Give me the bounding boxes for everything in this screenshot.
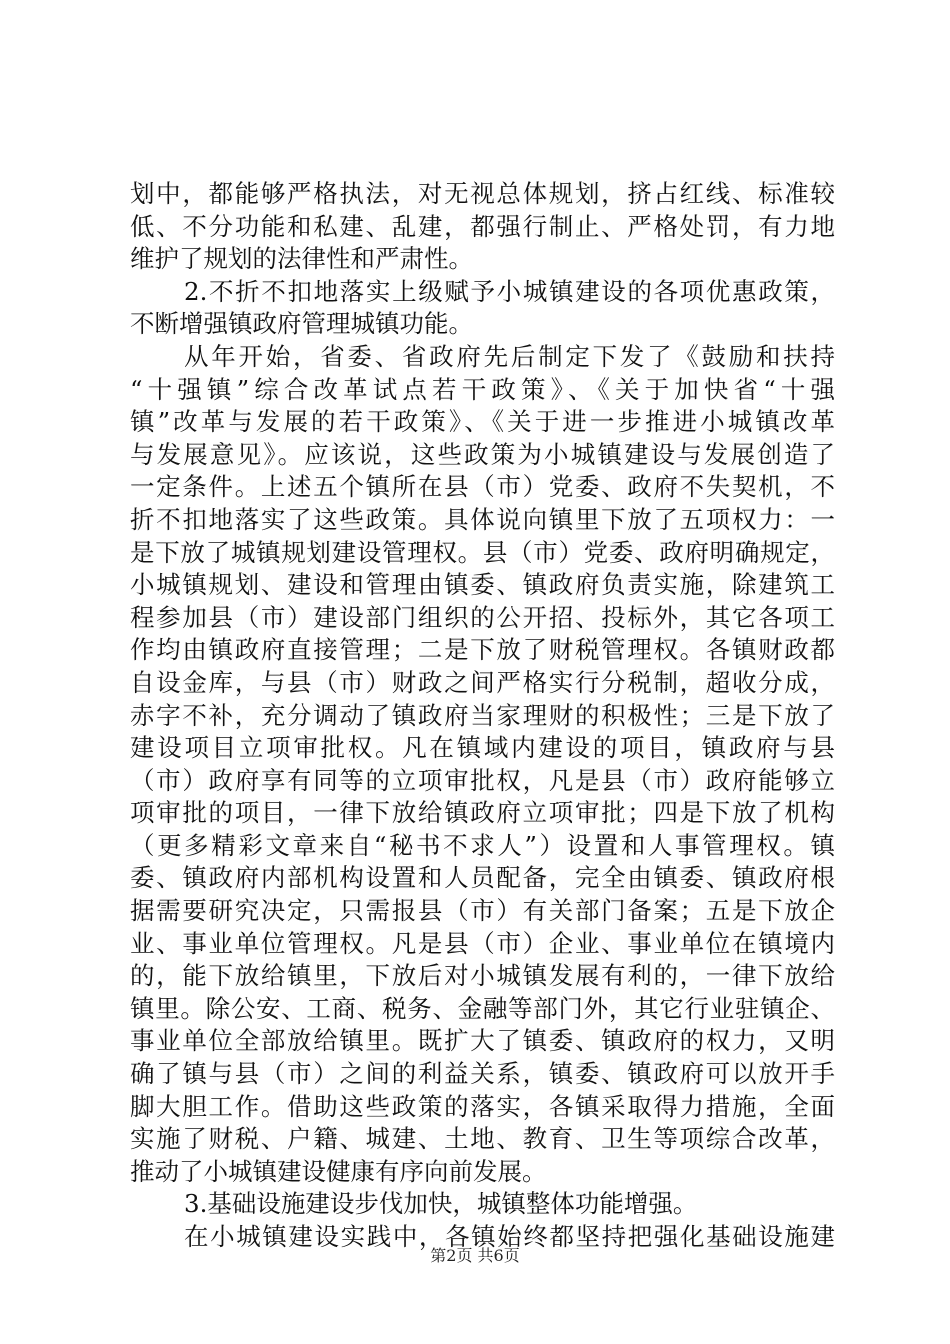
text-line: （更多精彩文章来自“秘书不求人”）设置和人事管理权。镇 [130, 830, 835, 860]
text-line: 程参加县（市）建设部门组织的公开招、投标外，其它各项工 [130, 602, 835, 632]
text-line: 折不扣地落实了这些政策。具体说向镇里下放了五项权力：一 [130, 504, 835, 534]
text-line: 项审批的项目，一律下放给镇政府立项审批；四是下放了机构 [130, 798, 835, 828]
text-line: 从年开始，省委、省政府先后制定下发了《鼓励和扶持 [184, 341, 835, 371]
text-line: 镇”改革与发展的若干政策》、《关于进一步推进小城镇改革 [130, 407, 835, 437]
section-heading: 不断增强镇政府管理城镇功能。 [130, 309, 473, 339]
text-line: 据需要研究决定，只需报县（市）有关部门备案；五是下放企 [130, 896, 835, 926]
text-line: 与发展意见》。应该说，这些政策为小城镇建设与发展创造了 [130, 439, 835, 469]
text-line: 在小城镇建设实践中，各镇始终都坚持把强化基础设施建 [184, 1222, 835, 1251]
text-line: 是下放了城镇规划建设管理权。县（市）党委、政府明确规定， [130, 537, 835, 567]
text-line: 事业单位全部放给镇里。既扩大了镇委、镇政府的权力，又明 [130, 1026, 835, 1056]
text-line: （市）政府享有同等的立项审批权，凡是县（市）政府能够立 [130, 765, 835, 795]
text-line: 脚大胆工作。借助这些政策的落实，各镇采取得力措施，全面 [130, 1091, 835, 1121]
text-line: 赤字不补，充分调动了镇政府当家理财的积极性；三是下放了 [130, 700, 835, 730]
text-line: “十强镇”综合改革试点若干政策》、《关于加快省“十强 [130, 374, 835, 404]
section-heading: 2.不折不扣地落实上级赋予小城镇建设的各项优惠政策， [184, 276, 835, 306]
text-line: 推动了小城镇建设健康有序向前发展。 [130, 1156, 547, 1186]
text-line: 自设金库，与县（市）财政之间严格实行分税制，超收分成， [130, 667, 835, 697]
text-line: 一定条件。上述五个镇所在县（市）党委、政府不失契机，不 [130, 472, 835, 502]
text-line: 实施了财税、户籍、城建、土地、教育、卫生等项综合改革， [130, 1124, 835, 1154]
text-line: 小城镇规划、建设和管理由镇委、镇政府负责实施，除建筑工 [130, 570, 835, 600]
text-line: 作均由镇政府直接管理；二是下放了财税管理权。各镇财政都 [130, 635, 835, 665]
document-body [130, 178, 835, 1254]
text-line: 业、事业单位管理权。凡是县（市）企业、事业单位在镇境内 [130, 928, 835, 958]
text-line: 低、不分功能和私建、乱建，都强行制止、严格处罚，有力地 [130, 211, 835, 241]
text-line: 划中，都能够严格执法，对无视总体规划，挤占红线、标准较 [130, 179, 835, 208]
text-line: 的，能下放给镇里，下放后对小城镇发展有利的，一律下放给 [130, 961, 835, 991]
text-line: 确了镇与县（市）之间的利益关系，镇委、镇政府可以放开手 [130, 1059, 835, 1089]
page-number-footer: 第2页 共6页 [430, 1246, 520, 1265]
section-heading: 3.基础设施建设步伐加快，城镇整体功能增强。 [184, 1189, 698, 1219]
text-line: 委、镇政府内部机构设置和人员配备，完全由镇委、镇政府根 [130, 863, 835, 893]
text-line: 镇里。除公安、工商、税务、金融等部门外，其它行业驻镇企、 [130, 993, 835, 1023]
text-line: 建设项目立项审批权。凡在镇域内建设的项目，镇政府与县 [130, 733, 835, 763]
text-line: 维护了规划的法律性和严肃性。 [130, 244, 473, 274]
